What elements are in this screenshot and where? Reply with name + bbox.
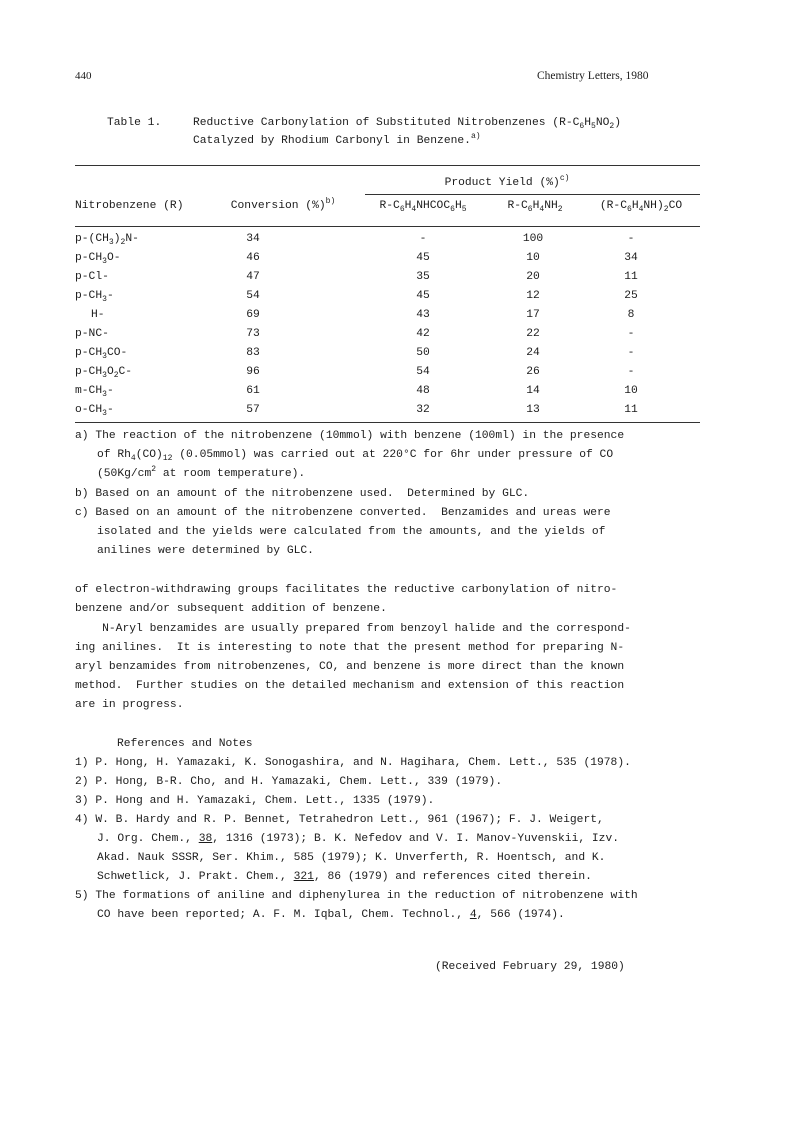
footnote-b: b) Based on an amount of the nitrobenzene used. Determined by GLC. bbox=[75, 488, 530, 500]
table-header-rule bbox=[75, 226, 700, 227]
table-row-substituent: p-NC- bbox=[75, 328, 109, 340]
footnote-a-line1: a) The reaction of the nitrobenzene (10mmol) with benzene (100ml) in the presence bbox=[75, 430, 625, 442]
footnote-c-line3: anilines were determined by GLC. bbox=[97, 545, 314, 557]
table-cell-conversion: 54 bbox=[246, 290, 260, 302]
table-cell-urea: - bbox=[627, 366, 635, 378]
col-header-urea: $(R-C_6H_4NH)_2CO$ bbox=[599, 200, 683, 214]
table-cell-aniline: 24 bbox=[526, 347, 540, 359]
table-row-substituent: $p-(CH_3)_2N-$ bbox=[75, 233, 139, 247]
table-cell-benzamide: - bbox=[419, 233, 427, 245]
table-bottom-rule bbox=[75, 422, 700, 423]
table-cell-aniline: 14 bbox=[526, 385, 540, 397]
table-cell-urea: 11 bbox=[624, 404, 638, 416]
table-cell-benzamide: 45 bbox=[416, 252, 430, 264]
col-header-nitrobenzene: Nitrobenzene (R) bbox=[75, 200, 184, 212]
table-cell-urea: 34 bbox=[624, 252, 638, 264]
col-header-aniline: $R-C_6H_4NH_2$ bbox=[507, 200, 563, 214]
table-cell-conversion: 96 bbox=[246, 366, 260, 378]
col-header-benzamide: $R-C_6H_4NHCOC_6H_5$ bbox=[379, 200, 467, 214]
body-line: benzene and/or subsequent addition of benzene. bbox=[75, 603, 387, 615]
product-yield-header: Product Yield (%)$^{c)}$ bbox=[444, 174, 570, 189]
table-cell-aniline: 17 bbox=[526, 309, 540, 321]
table-cell-aniline: 100 bbox=[522, 233, 544, 245]
journal-title: Chemistry Letters, 1980 bbox=[537, 70, 649, 82]
reference-5-line1: 5) The formations of aniline and diphenylurea in the reduction of nitrobenzene with bbox=[75, 890, 638, 902]
table-cell-conversion: 83 bbox=[246, 347, 260, 359]
table-cell-conversion: 73 bbox=[246, 328, 260, 340]
table-row-substituent: $p-CH_3CO-$ bbox=[75, 347, 128, 361]
body-line: method. Further studies on the detailed mechanism and extension of this reaction bbox=[75, 680, 625, 692]
col-header-conversion: Conversion (%)$^{b)}$ bbox=[230, 197, 336, 212]
table-cell-benzamide: 54 bbox=[416, 366, 430, 378]
table-row-substituent: $m-CH_3-$ bbox=[75, 385, 114, 399]
table-cell-aniline: 20 bbox=[526, 271, 540, 283]
reference-4-line2: J. Org. Chem., 38, 1316 (1973); B. K. Nefedov and V. I. Manov-Yuvenskii, Izv. bbox=[97, 833, 620, 845]
table-cell-benzamide: 35 bbox=[416, 271, 430, 283]
table-cell-benzamide: 50 bbox=[416, 347, 430, 359]
table-row-substituent: $p-CH_3O_2C-$ bbox=[75, 366, 133, 380]
table-cell-conversion: 69 bbox=[246, 309, 260, 321]
table-top-rule bbox=[75, 165, 700, 166]
table-row-substituent: $p-CH_3O-$ bbox=[75, 252, 121, 266]
table-cell-conversion: 34 bbox=[246, 233, 260, 245]
table-cell-aniline: 22 bbox=[526, 328, 540, 340]
table-cell-benzamide: 48 bbox=[416, 385, 430, 397]
body-line: of electron-withdrawing groups facilitates the reductive carbonylation of nitro- bbox=[75, 584, 618, 596]
received-date: (Received February 29, 1980) bbox=[435, 961, 625, 973]
table-cell-urea: - bbox=[627, 347, 635, 359]
table-label: Table 1. bbox=[107, 117, 162, 129]
table-cell-benzamide: 43 bbox=[416, 309, 430, 321]
table-cell-aniline: 12 bbox=[526, 290, 540, 302]
table-cell-conversion: 61 bbox=[246, 385, 260, 397]
table-row-substituent: $p-CH_3-$ bbox=[75, 290, 114, 304]
table-cell-urea: - bbox=[627, 233, 635, 245]
reference-3: 3) P. Hong and H. Yamazaki, Chem. Lett., 1335 (1979). bbox=[75, 795, 435, 807]
references-heading: References and Notes bbox=[117, 738, 253, 750]
table-row-substituent: $o-CH_3-$ bbox=[75, 404, 114, 418]
table-cell-benzamide: 32 bbox=[416, 404, 430, 416]
table-cell-aniline: 26 bbox=[526, 366, 540, 378]
table-cell-benzamide: 42 bbox=[416, 328, 430, 340]
table-cell-urea: 10 bbox=[624, 385, 638, 397]
footnote-c-line2: isolated and the yields were calculated from the amounts, and the yields of bbox=[97, 526, 606, 538]
body-line: N-Aryl benzamides are usually prepared from benzoyl halide and the correspond- bbox=[75, 623, 631, 635]
table-caption-line2: Catalyzed by Rhodium Carbonyl in Benzene.$^{a)}$ bbox=[193, 132, 481, 147]
reference-4-line4: Schwetlick, J. Prakt. Chem., 321, 86 (1979) and references cited therein. bbox=[97, 871, 592, 883]
footnote-a-line3: ($50Kg/cm^2$ at room temperature). bbox=[97, 465, 306, 480]
table-cell-urea: 25 bbox=[624, 290, 638, 302]
reference-5-line2: CO have been reported; A. F. M. Iqbal, Chem. Technol., 4, 566 (1974). bbox=[97, 909, 565, 921]
table-cell-aniline: 13 bbox=[526, 404, 540, 416]
table-cell-urea: 8 bbox=[627, 309, 635, 321]
table-cell-conversion: 47 bbox=[246, 271, 260, 283]
product-yield-rule bbox=[365, 194, 700, 195]
table-cell-conversion: 57 bbox=[246, 404, 260, 416]
table-row-substituent: p-Cl- bbox=[75, 271, 109, 283]
body-line: are in progress. bbox=[75, 699, 184, 711]
table-caption-line1: Reductive Carbonylation of Substituted Nitrobenzenes $(R-C_6H_5NO_2)$ bbox=[193, 117, 621, 131]
table-cell-urea: 11 bbox=[624, 271, 638, 283]
footnote-a-line2: of $Rh_4(CO)_{12}$ (0.05mmol) was carried out at 220°C for 6hr under pressure of CO bbox=[97, 449, 614, 463]
page-number: 440 bbox=[75, 70, 92, 82]
reference-4-line1: 4) W. B. Hardy and R. P. Bennet, Tetrahedron Lett., 961 (1967); F. J. Weigert, bbox=[75, 814, 604, 826]
reference-4-line3: Akad. Nauk SSSR, Ser. Khim., 585 (1979); K. Unverferth, R. Hoentsch, and K. bbox=[97, 852, 606, 864]
footnote-c-line1: c) Based on an amount of the nitrobenzene converted. Benzamides and ureas were bbox=[75, 507, 611, 519]
reference-2: 2) P. Hong, B-R. Cho, and H. Yamazaki, Chem. Lett., 339 (1979). bbox=[75, 776, 503, 788]
table-row-substituent: H- bbox=[91, 309, 105, 321]
body-line: aryl benzamides from nitrobenzenes, CO, and benzene is more direct than the known bbox=[75, 661, 625, 673]
table-cell-conversion: 46 bbox=[246, 252, 260, 264]
reference-1: 1) P. Hong, H. Yamazaki, K. Sonogashira, and N. Hagihara, Chem. Lett., 535 (1978). bbox=[75, 757, 631, 769]
body-line: ing anilines. It is interesting to note that the present method for preparing N- bbox=[75, 642, 625, 654]
table-cell-aniline: 10 bbox=[526, 252, 540, 264]
table-cell-benzamide: 45 bbox=[416, 290, 430, 302]
table-cell-urea: - bbox=[627, 328, 635, 340]
